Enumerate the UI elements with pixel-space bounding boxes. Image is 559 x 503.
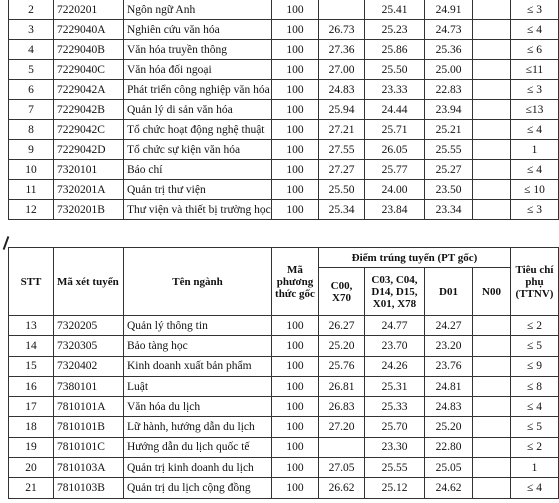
cell-tieu-chi-phu: ≤ 3 bbox=[511, 200, 559, 220]
table-row bbox=[9, 478, 559, 498]
table-row bbox=[9, 80, 559, 100]
cell-ma-phuong-thuc: 100 bbox=[272, 40, 319, 60]
cell-stt: 15 bbox=[9, 356, 54, 376]
cell-c00: 27.27 bbox=[319, 160, 365, 180]
cell-d01: 23.34 bbox=[425, 200, 473, 220]
cell-c03: 25.77 bbox=[365, 160, 425, 180]
header-c00: C00, X70 bbox=[319, 268, 365, 316]
cell-d01: 25.20 bbox=[425, 417, 473, 437]
cell-ma-phuong-thuc: 100 bbox=[272, 140, 319, 160]
header-ma-xet-tuyen: Mã xét tuyển bbox=[54, 248, 124, 316]
cell-ma-xet-tuyen: 7320201B bbox=[54, 200, 124, 220]
cell-c00: 26.62 bbox=[319, 478, 365, 498]
cell-stt: 18 bbox=[9, 417, 54, 437]
cell-n00 bbox=[473, 140, 511, 160]
cell-ma-phuong-thuc: 100 bbox=[272, 397, 319, 417]
cell-tieu-chi-phu: ≤ 3 bbox=[511, 0, 559, 20]
cell-n00 bbox=[473, 180, 511, 200]
header-ten-nganh: Tên ngành bbox=[124, 248, 272, 316]
cell-ma-xet-tuyen: 7229042A bbox=[54, 80, 124, 100]
cell-n00 bbox=[473, 356, 511, 376]
cell-ten-nganh: Kinh doanh xuất bản phẩm bbox=[124, 356, 272, 376]
table-row bbox=[9, 160, 559, 180]
cell-ma-phuong-thuc: 100 bbox=[272, 180, 319, 200]
cell-ma-phuong-thuc: 100 bbox=[272, 437, 319, 457]
cell-n00 bbox=[473, 160, 511, 180]
cell-ma-xet-tuyen: 7810103A bbox=[54, 458, 124, 478]
cell-c03: 25.71 bbox=[365, 120, 425, 140]
cell-ma-phuong-thuc: 100 bbox=[272, 356, 319, 376]
cell-d01: 25.36 bbox=[425, 40, 473, 60]
header-d01: D01 bbox=[425, 268, 473, 316]
cell-c00: 26.83 bbox=[319, 397, 365, 417]
header-tieu-chi-phu: Tiêu chí phụ (TTNV) bbox=[511, 248, 559, 316]
cell-ma-xet-tuyen: 7810101C bbox=[54, 437, 124, 457]
cell-n00 bbox=[473, 397, 511, 417]
cell-tieu-chi-phu: ≤13 bbox=[511, 100, 559, 120]
cell-ten-nganh: Tổ chức sự kiện văn hóa bbox=[124, 140, 272, 160]
header-n00: N00 bbox=[473, 268, 511, 316]
score-table-bottom bbox=[8, 247, 559, 499]
cell-ten-nganh: Báo chí bbox=[124, 160, 272, 180]
cell-c03: 25.12 bbox=[365, 478, 425, 498]
cell-c03: 24.26 bbox=[365, 356, 425, 376]
cell-c00: 27.55 bbox=[319, 140, 365, 160]
cell-d01: 25.21 bbox=[425, 120, 473, 140]
cell-tieu-chi-phu: ≤ 5 bbox=[511, 336, 559, 356]
cell-c00: 27.36 bbox=[319, 40, 365, 60]
cell-n00 bbox=[473, 0, 511, 20]
cell-stt: 9 bbox=[9, 140, 54, 160]
cell-ma-xet-tuyen: 7810101A bbox=[54, 397, 124, 417]
cell-ten-nganh: Bảo tàng học bbox=[124, 336, 272, 356]
cell-d01: 24.73 bbox=[425, 20, 473, 40]
cell-d01: 24.62 bbox=[425, 478, 473, 498]
cell-c03: 25.41 bbox=[365, 0, 425, 20]
table-row bbox=[9, 0, 559, 20]
cell-tieu-chi-phu: 1 bbox=[511, 140, 559, 160]
cell-c03: 24.77 bbox=[365, 316, 425, 336]
cell-ma-phuong-thuc: 100 bbox=[272, 80, 319, 100]
cell-ma-xet-tuyen: 7320205 bbox=[54, 316, 124, 336]
cell-ma-xet-tuyen: 7320201A bbox=[54, 180, 124, 200]
table-row bbox=[9, 336, 559, 356]
cell-c00 bbox=[319, 437, 365, 457]
cell-ten-nganh: Văn hóa đối ngoại bbox=[124, 60, 272, 80]
cell-tieu-chi-phu: ≤ 2 bbox=[511, 316, 559, 336]
cell-c00 bbox=[319, 0, 365, 20]
cell-n00 bbox=[473, 316, 511, 336]
table-row bbox=[9, 180, 559, 200]
table-row bbox=[9, 356, 559, 376]
table-row bbox=[9, 140, 559, 160]
table-row bbox=[9, 458, 559, 478]
cell-ten-nganh: Văn hóa truyền thông bbox=[124, 40, 272, 60]
cell-c03: 23.84 bbox=[365, 200, 425, 220]
cell-c00: 27.21 bbox=[319, 120, 365, 140]
cell-n00 bbox=[473, 60, 511, 80]
cell-c03: 24.00 bbox=[365, 180, 425, 200]
cell-c00: 26.73 bbox=[319, 20, 365, 40]
cell-ten-nganh: Nghiên cứu văn hóa bbox=[124, 20, 272, 40]
cell-n00 bbox=[473, 417, 511, 437]
cell-c03: 24.44 bbox=[365, 100, 425, 120]
cell-n00 bbox=[473, 437, 511, 457]
cell-c03: 25.31 bbox=[365, 376, 425, 396]
cell-stt: 14 bbox=[9, 336, 54, 356]
cell-ten-nganh: Lữ hành, hướng dẫn du lịch bbox=[124, 417, 272, 437]
cell-ten-nganh: Luật bbox=[124, 376, 272, 396]
cell-c00: 27.00 bbox=[319, 60, 365, 80]
cell-d01: 25.27 bbox=[425, 160, 473, 180]
score-table-top bbox=[8, 0, 559, 220]
cell-ten-nganh: Ngôn ngữ Anh bbox=[124, 0, 272, 20]
cell-n00 bbox=[473, 336, 511, 356]
cell-stt: 11 bbox=[9, 180, 54, 200]
cell-n00 bbox=[473, 40, 511, 60]
cell-tieu-chi-phu: ≤ 9 bbox=[511, 356, 559, 376]
cell-stt: 7 bbox=[9, 100, 54, 120]
cell-c00: 25.50 bbox=[319, 180, 365, 200]
cell-ma-xet-tuyen: 7229042B bbox=[54, 100, 124, 120]
cell-c03: 23.33 bbox=[365, 80, 425, 100]
cell-ma-xet-tuyen: 7320402 bbox=[54, 356, 124, 376]
cell-n00 bbox=[473, 478, 511, 498]
cell-ma-xet-tuyen: 7810101B bbox=[54, 417, 124, 437]
cell-ma-phuong-thuc: 100 bbox=[272, 376, 319, 396]
cell-ma-phuong-thuc: 100 bbox=[272, 417, 319, 437]
cell-ma-xet-tuyen: 7229040B bbox=[54, 40, 124, 60]
cell-d01: 25.00 bbox=[425, 60, 473, 80]
cell-stt: 16 bbox=[9, 376, 54, 396]
cell-ma-xet-tuyen: 7320101 bbox=[54, 160, 124, 180]
cell-ten-nganh: Phát triển công nghiệp văn hóa bbox=[124, 80, 272, 100]
cell-stt: 20 bbox=[9, 458, 54, 478]
cell-c00: 25.76 bbox=[319, 356, 365, 376]
cell-tieu-chi-phu: ≤ 8 bbox=[511, 376, 559, 396]
table-row bbox=[9, 200, 559, 220]
cell-d01: 25.55 bbox=[425, 140, 473, 160]
cell-d01: 24.83 bbox=[425, 397, 473, 417]
cell-ma-xet-tuyen: 7229042C bbox=[54, 120, 124, 140]
cell-ma-phuong-thuc: 100 bbox=[272, 20, 319, 40]
cell-tieu-chi-phu: 1 bbox=[511, 458, 559, 478]
cell-stt: 6 bbox=[9, 80, 54, 100]
cell-ma-xet-tuyen: 7380101 bbox=[54, 376, 124, 396]
header-ma-phuong-thuc: Mã phương thức gốc bbox=[272, 248, 319, 316]
cell-tieu-chi-phu: ≤ 5 bbox=[511, 417, 559, 437]
cell-ma-phuong-thuc: 100 bbox=[272, 60, 319, 80]
cell-tieu-chi-phu: ≤ 4 bbox=[511, 160, 559, 180]
header-stt: STT bbox=[9, 248, 54, 316]
cell-c00: 25.20 bbox=[319, 336, 365, 356]
cell-stt: 13 bbox=[9, 316, 54, 336]
cell-d01: 25.05 bbox=[425, 458, 473, 478]
cell-tieu-chi-phu: ≤ 4 bbox=[511, 120, 559, 140]
cell-d01: 22.80 bbox=[425, 437, 473, 457]
cell-ma-xet-tuyen: 7229042D bbox=[54, 140, 124, 160]
cell-ten-nganh: Quản lý thông tin bbox=[124, 316, 272, 336]
cell-c00: 26.81 bbox=[319, 376, 365, 396]
cell-ma-phuong-thuc: 100 bbox=[272, 316, 319, 336]
cell-n00 bbox=[473, 376, 511, 396]
cell-n00 bbox=[473, 200, 511, 220]
cell-n00 bbox=[473, 20, 511, 40]
cell-tieu-chi-phu: ≤ 10 bbox=[511, 180, 559, 200]
cell-ma-xet-tuyen: 7220201 bbox=[54, 0, 124, 20]
cell-ten-nganh: Quản trị du lịch cộng đồng bbox=[124, 478, 272, 498]
cell-ma-xet-tuyen: 7229040C bbox=[54, 60, 124, 80]
cell-n00 bbox=[473, 458, 511, 478]
table-row bbox=[9, 437, 559, 457]
cell-ma-xet-tuyen: 7229040A bbox=[54, 20, 124, 40]
cell-ma-phuong-thuc: 100 bbox=[272, 120, 319, 140]
cell-ma-phuong-thuc: 100 bbox=[272, 478, 319, 498]
table-row bbox=[9, 120, 559, 140]
cell-c03: 25.55 bbox=[365, 458, 425, 478]
cell-tieu-chi-phu: ≤ 4 bbox=[511, 20, 559, 40]
cell-n00 bbox=[473, 80, 511, 100]
cell-tieu-chi-phu: ≤ 3 bbox=[511, 80, 559, 100]
table-row bbox=[9, 60, 559, 80]
cell-c03: 23.70 bbox=[365, 336, 425, 356]
cell-ma-phuong-thuc: 100 bbox=[272, 200, 319, 220]
cell-tieu-chi-phu: ≤11 bbox=[511, 60, 559, 80]
cell-n00 bbox=[473, 100, 511, 120]
cell-tieu-chi-phu: ≤ 4 bbox=[511, 478, 559, 498]
cell-ma-phuong-thuc: 100 bbox=[272, 458, 319, 478]
cell-d01: 22.83 bbox=[425, 80, 473, 100]
cell-ten-nganh: Tổ chức hoạt động nghệ thuật bbox=[124, 120, 272, 140]
table-row bbox=[9, 40, 559, 60]
cell-stt: 8 bbox=[9, 120, 54, 140]
cell-stt: 4 bbox=[9, 40, 54, 60]
cell-c03: 26.05 bbox=[365, 140, 425, 160]
cell-stt: 5 bbox=[9, 60, 54, 80]
cell-ten-nganh: Văn hóa du lịch bbox=[124, 397, 272, 417]
cell-ten-nganh: Quản lý di sản văn hóa bbox=[124, 100, 272, 120]
cell-ma-phuong-thuc: 100 bbox=[272, 100, 319, 120]
cell-stt: 2 bbox=[9, 0, 54, 20]
cell-c03: 25.33 bbox=[365, 397, 425, 417]
cell-c00: 27.05 bbox=[319, 458, 365, 478]
table-row bbox=[9, 20, 559, 40]
header-c03: C03, C04, D14, D15, X01, X78 bbox=[365, 268, 425, 316]
cell-c00: 24.83 bbox=[319, 80, 365, 100]
cell-stt: 17 bbox=[9, 397, 54, 417]
cell-stt: 21 bbox=[9, 478, 54, 498]
cell-stt: 3 bbox=[9, 20, 54, 40]
cell-d01: 23.76 bbox=[425, 356, 473, 376]
cell-ten-nganh: Quản trị thư viện bbox=[124, 180, 272, 200]
cell-d01: 24.27 bbox=[425, 316, 473, 336]
cell-ma-phuong-thuc: 100 bbox=[272, 336, 319, 356]
cell-d01: 23.94 bbox=[425, 100, 473, 120]
cell-n00 bbox=[473, 120, 511, 140]
cell-ma-xet-tuyen: 7810103B bbox=[54, 478, 124, 498]
header-diem-trung-tuyen: Điểm trúng tuyển (PT gốc) bbox=[319, 248, 511, 268]
cell-ma-phuong-thuc: 100 bbox=[272, 0, 319, 20]
table-row bbox=[9, 316, 559, 336]
table-row bbox=[9, 376, 559, 396]
cell-c00: 26.27 bbox=[319, 316, 365, 336]
cell-ma-phuong-thuc: 100 bbox=[272, 160, 319, 180]
cell-c03: 23.30 bbox=[365, 437, 425, 457]
cell-tieu-chi-phu: ≤ 2 bbox=[511, 437, 559, 457]
cell-c00: 25.94 bbox=[319, 100, 365, 120]
cell-c03: 25.86 bbox=[365, 40, 425, 60]
cell-c00: 27.20 bbox=[319, 417, 365, 437]
table-row bbox=[9, 397, 559, 417]
cell-ten-nganh: Thư viện và thiết bị trường học bbox=[124, 200, 272, 220]
table-row bbox=[9, 417, 559, 437]
cell-tieu-chi-phu: ≤ 6 bbox=[511, 40, 559, 60]
cell-stt: 12 bbox=[9, 200, 54, 220]
cell-stt: 19 bbox=[9, 437, 54, 457]
cell-d01: 23.20 bbox=[425, 336, 473, 356]
cell-c00: 25.34 bbox=[319, 200, 365, 220]
cell-d01: 24.81 bbox=[425, 376, 473, 396]
cell-d01: 24.91 bbox=[425, 0, 473, 20]
cell-ten-nganh: Quản trị kinh doanh du lịch bbox=[124, 458, 272, 478]
cell-c03: 25.50 bbox=[365, 60, 425, 80]
cell-ten-nganh: Hướng dẫn du lịch quốc tế bbox=[124, 437, 272, 457]
cell-ma-xet-tuyen: 7320305 bbox=[54, 336, 124, 356]
cell-c03: 25.70 bbox=[365, 417, 425, 437]
cell-stt: 10 bbox=[9, 160, 54, 180]
cell-d01: 23.50 bbox=[425, 180, 473, 200]
cell-c03: 25.23 bbox=[365, 20, 425, 40]
cell-tieu-chi-phu: ≤ 4 bbox=[511, 397, 559, 417]
table-row bbox=[9, 100, 559, 120]
